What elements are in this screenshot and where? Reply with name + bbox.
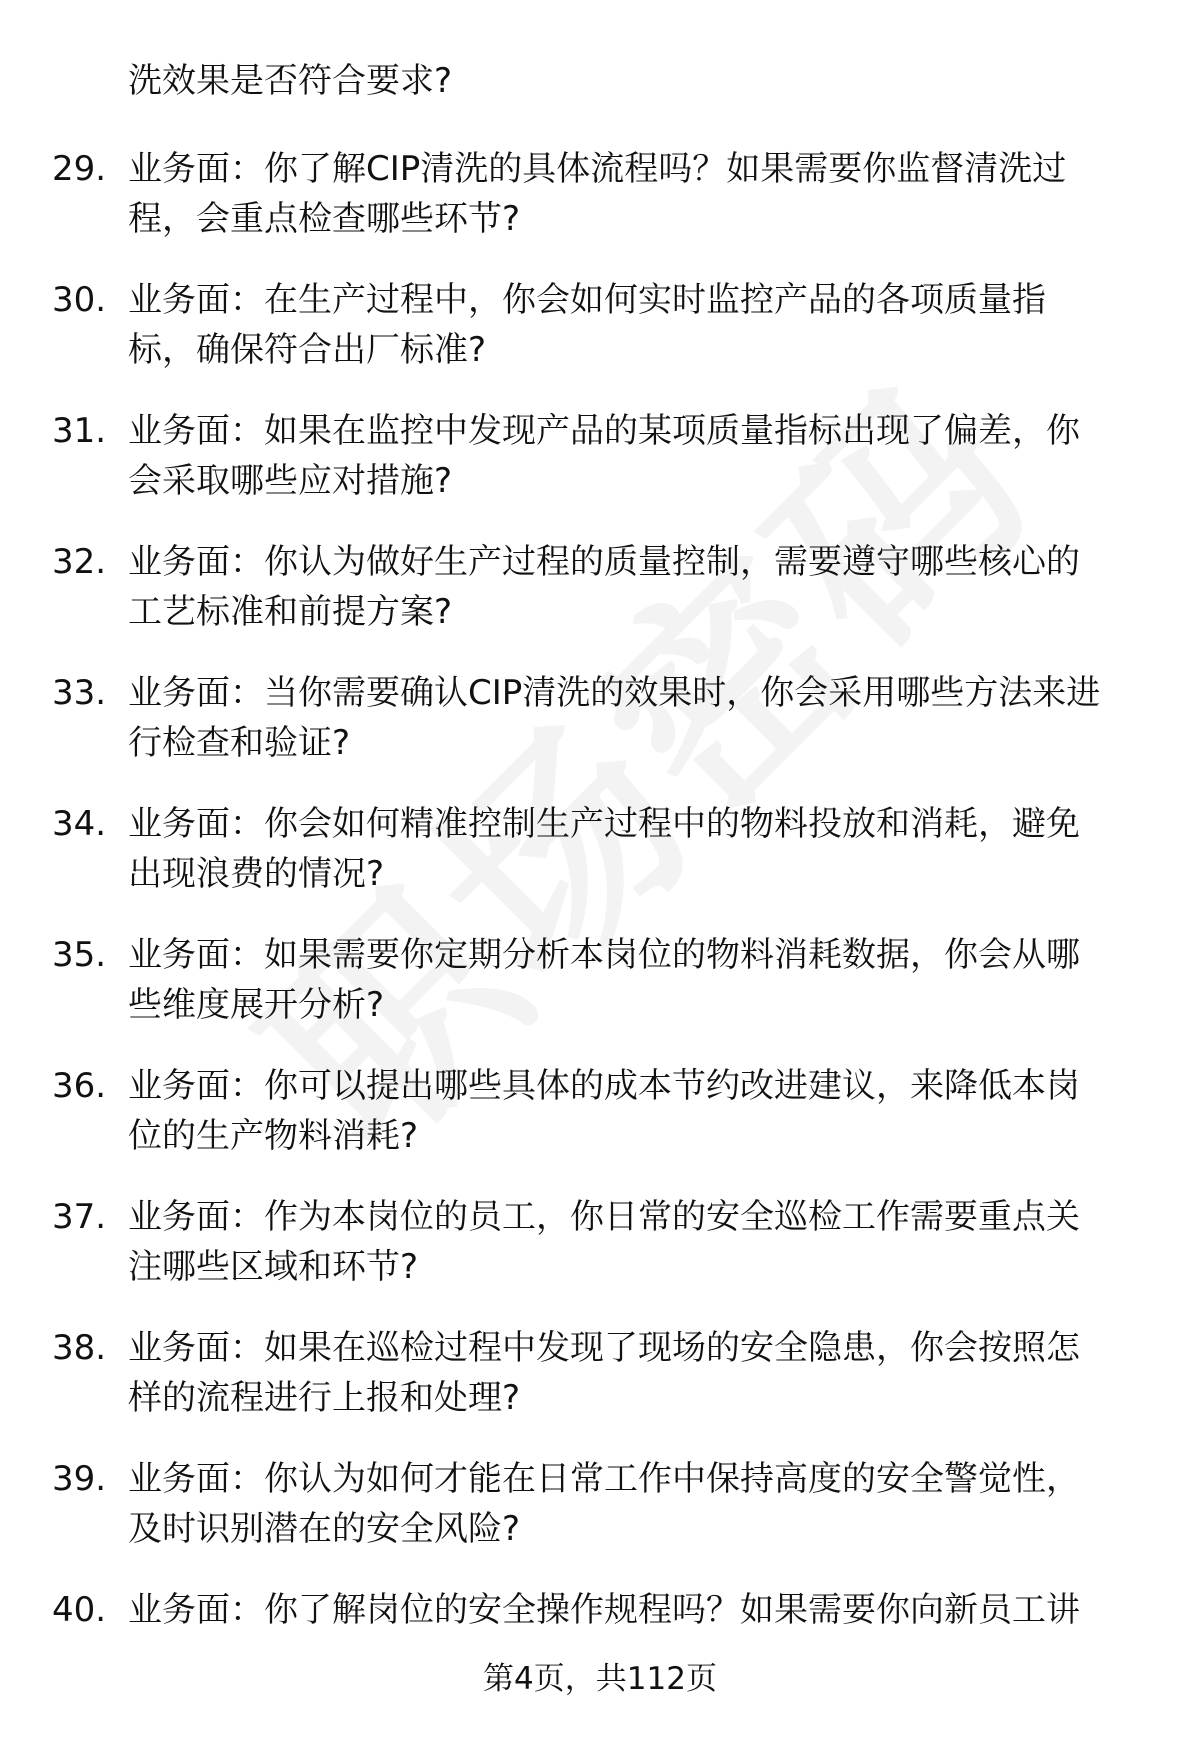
question-line: 行检查和验证?: [128, 723, 351, 763]
question-item: [0, 1323, 1200, 1454]
question-number: 36.: [52, 1066, 107, 1106]
question-line: 业务面：你会如何精准控制生产过程中的物料投放和消耗，避免: [128, 804, 1080, 844]
question-list: [0, 144, 1200, 1716]
question-item: [0, 144, 1200, 275]
question-line: 会采取哪些应对措施?: [128, 461, 453, 501]
question-line: 样的流程进行上报和处理?: [128, 1378, 521, 1418]
question-line: 工艺标准和前提方案?: [128, 592, 453, 632]
question-text: [128, 668, 1168, 768]
question-text: [128, 1323, 1168, 1423]
question-text: [128, 1454, 1168, 1554]
question-text: [128, 275, 1168, 375]
question-line: 及时识别潜在的安全风险?: [128, 1509, 521, 1549]
question-line: 标，确保符合出厂标准?: [128, 330, 487, 370]
question-line: 些维度展开分析?: [128, 985, 385, 1025]
question-text: [128, 930, 1168, 1030]
question-text: [128, 799, 1168, 899]
question-text: [128, 1192, 1168, 1292]
question-number: 30.: [52, 280, 107, 320]
question-line: 业务面：你了解CIP清洗的具体流程吗？如果需要你监督清洗过: [128, 149, 1067, 189]
question-text: [128, 1585, 1168, 1635]
question-item: [0, 1192, 1200, 1323]
question-number: 29.: [52, 149, 107, 189]
question-line: 业务面：如果在监控中发现产品的某项质量指标出现了偏差，你: [128, 411, 1080, 451]
question-number: 35.: [52, 935, 107, 975]
question-number: 33.: [52, 673, 107, 713]
question-line: 位的生产物料消耗?: [128, 1116, 419, 1156]
question-line: 程，会重点检查哪些环节?: [128, 199, 521, 239]
question-item: [0, 275, 1200, 406]
question-number: 37.: [52, 1197, 107, 1237]
question-number: 34.: [52, 804, 107, 844]
question-line: 业务面：如果在巡检过程中发现了现场的安全隐患，你会按照怎: [128, 1328, 1080, 1368]
question-line: 业务面：作为本岗位的员工，你日常的安全巡检工作需要重点关: [128, 1197, 1080, 1237]
question-item: [0, 1454, 1200, 1585]
question-text: [128, 537, 1168, 637]
question-line: 业务面：在生产过程中，你会如何实时监控产品的各项质量指: [128, 280, 1046, 320]
question-number: 31.: [52, 411, 107, 451]
question-item: [0, 406, 1200, 537]
question-number: 32.: [52, 542, 107, 582]
question-line: 业务面：你了解岗位的安全操作规程吗？如果需要你向新员工讲: [128, 1590, 1080, 1630]
question-number: 40.: [52, 1590, 107, 1630]
question-text: [128, 406, 1168, 506]
question-line: 业务面：如果需要你定期分析本岗位的物料消耗数据，你会从哪: [128, 935, 1080, 975]
question-line: 业务面：当你需要确认CIP清洗的效果时，你会采用哪些方法来进: [128, 673, 1101, 713]
question-item: [0, 537, 1200, 668]
continuation-line: 洗效果是否符合要求?: [128, 61, 453, 101]
page-footer: 第4页，共112页: [483, 1661, 717, 1697]
question-text: [128, 1061, 1168, 1161]
question-text: [128, 144, 1168, 244]
question-line: 业务面：你认为做好生产过程的质量控制，需要遵守哪些核心的: [128, 542, 1080, 582]
question-item: [0, 668, 1200, 799]
question-item: [0, 1061, 1200, 1192]
question-line: 注哪些区域和环节?: [128, 1247, 419, 1287]
question-line: 出现浪费的情况?: [128, 854, 385, 894]
question-number: 38.: [52, 1328, 107, 1368]
question-item: [0, 799, 1200, 930]
question-line: 业务面：你可以提出哪些具体的成本节约改进建议，来降低本岗: [128, 1066, 1080, 1106]
question-item: [0, 930, 1200, 1061]
question-number: 39.: [52, 1459, 107, 1499]
question-line: 业务面：你认为如何才能在日常工作中保持高度的安全警觉性，: [128, 1459, 1080, 1499]
